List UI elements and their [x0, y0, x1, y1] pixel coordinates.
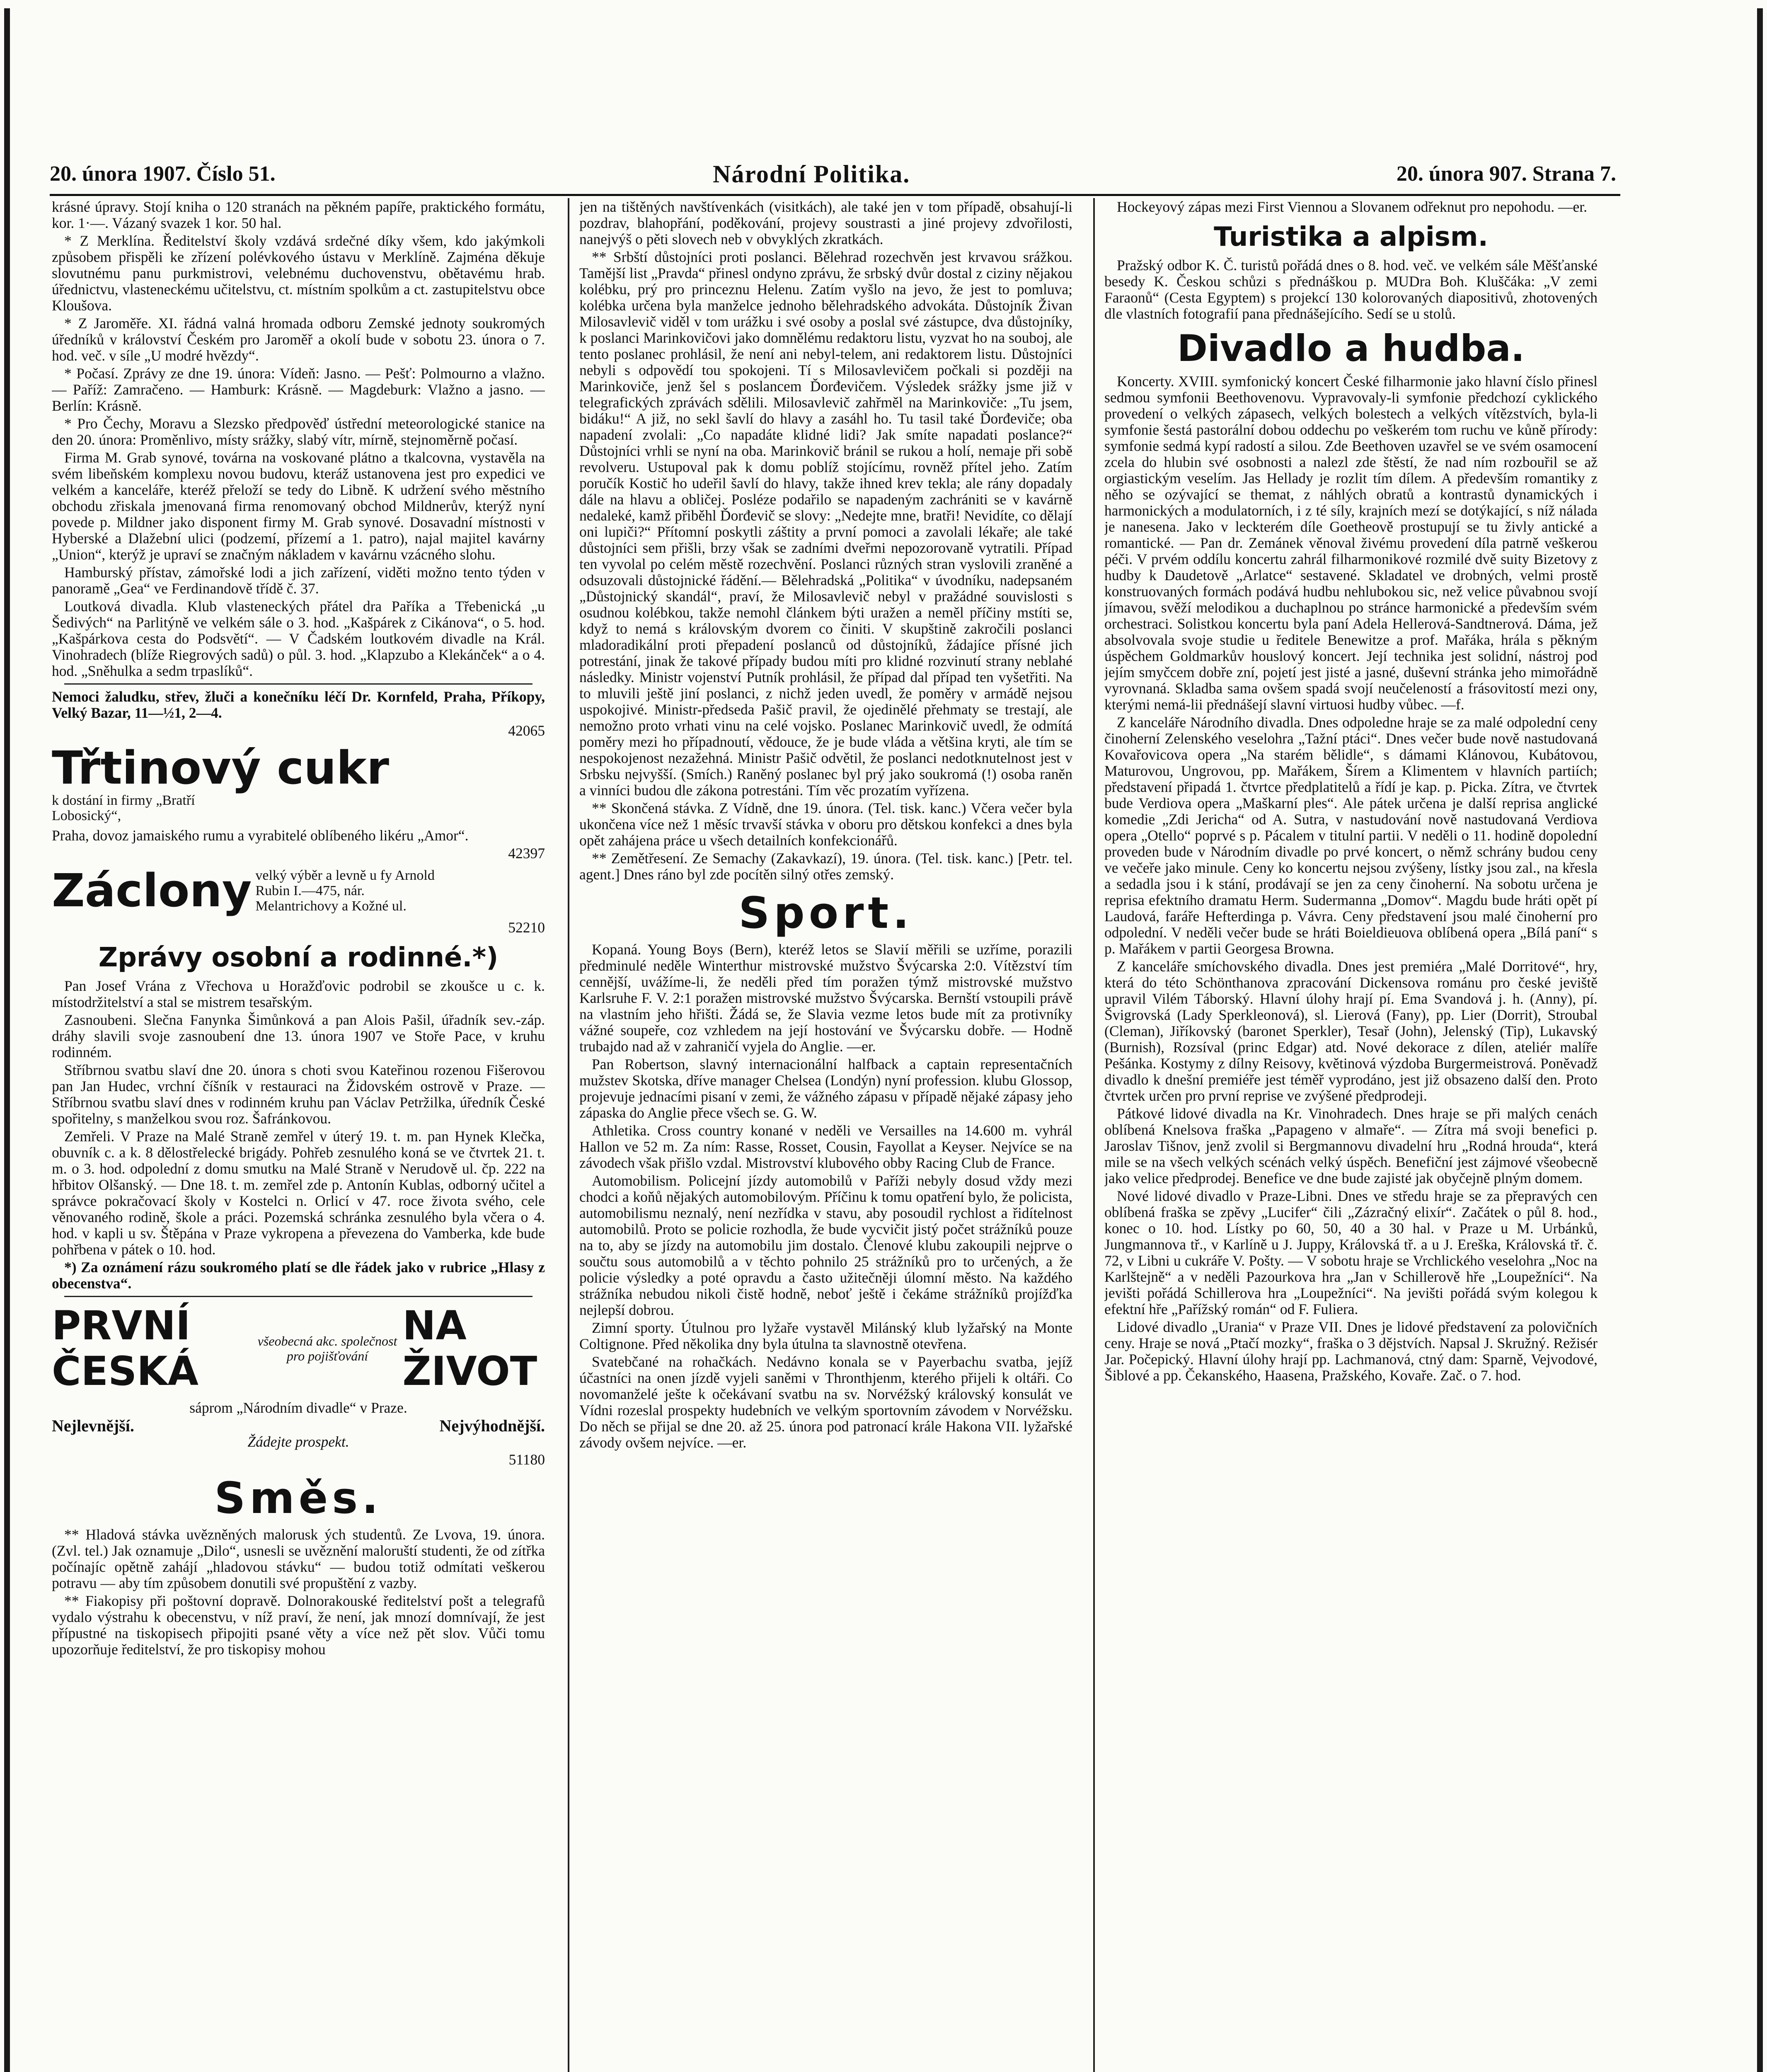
- advert-insurance-left: PRVNÍ ČESKÁ: [52, 1302, 198, 1394]
- article-text: Hamburský přístav, zámořské lodi a jich zařízení, viděti možno tento týden v panoramě „Gea“ ve Ferdinandově třídě č. 37.: [52, 564, 545, 597]
- article-text: jen na tištěných navštívenkách (visitkách), ale také jen v tom případě, obsahují-li pozdrav, blahopřání, poděkování, projevy soustrasti a jiné projevy zdvořilosti, nanejvýš o pěti slovech neb v obvyklých zkratkách.: [579, 199, 1072, 247]
- article-text: Koncerty. XVIII. symfonický koncert České filharmonie jako hlavní číslo přinesl sedmou symfonii Beethovenovu. Vypravovaly-li symfonie předchozí cyklického provedení o velkých zápasech, velkých bolestech a velkých vítězstvích, byla-li symfonie šestá pastorální dobou oddechu po veškerém tom ruchu ve kůně přírody: symfonie sedmá kypí radostí a silou. Zde Beethoven uzavřel se ve svém osamocení zcela do hlubin své osobnosti a nalezl zde štěstí, že nad ním rozbouřil se až orgiastickým veselím. Jas Hellady je rozlit tím dílem. A především romantiky z něho se ozývající se themat, z náhlých obratů a kontrastů dynamických i harmonických a modulatorních, i z té síly, krajních mezí se dotýkající, s níž nálada je nanesena. Jako v leckterém díle Goetheově prostupují se tu živly antické a romantické. — Pan dr. Zemánek věnoval živému provedení díla patrně veškerou péči. V prvém oddílu koncertu zahrál filharmonikové rozmilé dvě suity Bizetovy z hudby k Daudetově „Arlatce“ sestavené. Skladatel ve drobných, velmi prostě konstruovaných formách podává hudbu nehlubokou sic, než velice půvabnou svojí jímavou, svěží melodikou a duchaplnou po stránce harmonické a především svém orchestraci. Solistkou koncertu byla paní Adela Hellerová-Sandtnerová. Dáma, jež absolvovala svoje studie u ředitele Benewitze a prof. Mařáka, hrála s pěkným úspěchem Goldmarkův houslový koncert. Její technika jest solidní, nástroj pod jejím smyčcem dobře zní, pojetí jest jisté a jasné, duševní stránka jeho mimořádně vyrovnaná. Skladba sama ovšem spadá svojí neučeleností a frásovitostí mezi ony, kterými nemá-lii přednášejí slavní virtuosi hudby vůbec. —f.: [1104, 373, 1598, 713]
- advert-sugar-text: Praha, dovoz jamaiského rumu a vyrabitelé oblíbeného likéru „Amor“.: [52, 827, 469, 844]
- column-1: [52, 199, 545, 2072]
- article-text: Lidové divadlo „Urania“ v Praze VII. Dnes je lidové představení za polovičních ceny. Hraje se nová „Ptačí mozky“, fraška o 3 dějstvích. Napsal J. Skružný. Režisér Jar. Počepický. Hlavní úlohy hrají pp. Lachmanová, ctný dam: Sparně, Vejvodové, Šiblové a pp. Čekanského, Haasena, Pražského, Kovaře. Zač. o 7. hod.: [1104, 1319, 1598, 1384]
- advert-curtains: [52, 866, 545, 915]
- article-text: Pan Josef Vrána z Vřechova u Horažďovic podrobil se zkoušce u c. k. místodržitelství a stal se mistrem tesařským.: [52, 978, 545, 1010]
- advert-number: 42065: [508, 722, 545, 739]
- article-text: ** Srbští důstojníci proti poslanci. Bělehrad rozechvěn jest krvavou srážkou. Tamější list „Pravda“ přinesl ondyno zprávu, že srbský dvůr dostal z ciziny nějakou kolébku, prý pro princeznu Helenu. Zatím vyšlo na jevo, že jest to pomluva; kolébka určena byla manželce jednoho bělehradského advokáta. Důstojník Živan Milosavlevič viděl v tom urážku i své osoby a poslal své zástupce, dva důstojníky, k poslanci Marinkovičovi jako domnělému redaktoru listu, vyzvat ho na souboj, ale tento poslanec prohlásil, že není ani nebyl-telem, ani redaktorem listu. Důstojníci nebyli s odpovědí tou spokojeni. Tí s Milosavlevičem počkali si později na Marinkoviče, jenž šel s poslancem Ďorđevičem. Výsledek srážky jsme již v telegrafických zprávách sdělili. Milosavlevič zahřměl na Marinkoviče: „Tu jsem, bidáku!“ A již, no sekl šavlí do hlavy a zasáhl ho. Tu tasil také Ďorđeviče; oba napadení zvolali: „Co napadáte klidné lidi? Jak smíte napadati poslance?“ Důstojníci vrhli se nyní na oba. Marinkovič bránil se rukou a holí, nemaje při sobě revolveru. Ustupoval pak k domu poblíž stojícímu, rovněž přítel jeho. Zatím poručík Kostič ho udeřil šavlí do hlavy, takže ihned krev tekla; ale rány dopadaly dále na hlavu a obličej. Posléze podařilo se napadeným zachrániti se v kavárně nedaleké, kamž přiběhl Ďorđevič se slovy: „Nedejte mne, bratři! Nevidíte, co dělají oni lupiči?“ Přítomní poskytli záštity a první pomoci a zavolali lékaře; ale také důstojníci sem přišli, brzy však se zadními dveřmi nepozorovaně vytratili. Případ ten vyvolal po celém městě rozechvění. Poslanci různých stran vyslovili zraněné a odsuzovali důstojnické řádění.— Bělehradská „Politika“ v úvodníku, nadepsaném „Důstojnický skandál“, praví, že Milosavlevič nebyl v pražádné souvislosti s osudnou kolébkou, takže nemohl článkem býti uražen a neměl příčiny mstíti se, když to nemá s královským dvorem co činiti. V skupštině zakročili poslanci mladoradikální proti přepadení poslanců od důstojníků, žádajíce přísné jich potrestání, jinak že takové případy budou míti pro klidné rozvinutí strany neblahé následky. Ministr vojenství Putník prohlásil, že případ dal případ ten vyšetřiti. Na to mluvili ještě jiní poslanci, z nichž jeden uvedl, že poměry v armádě nejsou uspokojivé. Ministr-předseda Pašič pravil, že ojedinělé přehmaty se trestají, ale nemožno proto vrhati vinu na celé vojsko. Poslanec Marinkovič uvedl, že odmítá poměry mezi ho případnoutí, vědouce, že je bude vláda a většina kryti, ale tím se nespokojenost nezažehná. Ministr Pašič odvětil, že poslanci nedotknutelnost jest v Srbsku nejvyšší. (Smích.) Raněný poslanec byl prý jako soukromá (!) osoba raněn a vinníci budou dle zákona potrestáni. Tím věc prozatím vyřízena.: [579, 249, 1072, 799]
- advert-curtains-title: Záclony: [52, 864, 252, 917]
- article-text: ** Zemětřesení. Ze Semachy (Zakavkazí), 19. února. (Tel. tisk. kanc.) [Petr. tel. agent.] Dnes ráno byl zde pocítěn silný otřes zemský.: [579, 850, 1072, 883]
- divider: [64, 683, 533, 685]
- article-text: Pan Robertson, slavný internacionální halfback a captain representačních mužstev Skotska, dříve manager Chelsea (Londýn) nyní profession. klubu Glossop, projevuje jednacími pisaní v zemi, že vážného zápasu v případě nějaké zápasy jeho zápaska do Anglie přece všech se. G. W.: [579, 1056, 1072, 1121]
- article-text: * Pro Čechy, Moravu a Slezsko předpověď ústřední meteorologické stanice na den 20. února: Proměnlivo, místy srážky, slabý vítr, mírně, stejnoměrně počasí.: [52, 415, 545, 448]
- article-text: ** Hladová stávka uvězněných malorusk ých studentů. Ze Lvova, 19. února. (Zvl. tel.) Jak oznamuje „Dilo“, usnesli se uvěznění maloruští studenti, že od zítřka počínajíc opětně zahájí „hladovou stávku“ — budou totiž odmítati veškerou potravu — aby tím způsobem donutili své propuštění z vazby.: [52, 1526, 545, 1591]
- advert-sugar: [52, 743, 545, 823]
- advert-doctor: Nemoci žaludku, střev, žluči a konečníku léčí Dr. Kornfeld, Praha, Příkopy, Velký Bazar, 11—½1, 2—4.: [52, 688, 545, 721]
- column-divider: [1093, 198, 1095, 2072]
- article-text: Kopaná. Young Boys (Bern), kteréž letos se Slavií měřili se uzříme, porazili předminulé neděle Winterthur mistrovské mužstvo Švýcarska 2:0. Vítězství tím cennější, uvážíme-li, že neděli před tím poražen týmž mistrovské mužstvo Karlsruhe F. V. 2:1 poražen mistrovské mužstvo Švýcarska. Bernští vstoupili právě na vlastním jeho hřišti. Žádá se, že Slavia vezme letos bude mít za protivníky vážné soupeře, coz vzhledem na její hostování ve Švýcarsku dobře. — Hodně trubajdo nad až v zahraničí vyjela do Anglie. —er.: [579, 941, 1072, 1055]
- advert-insurance-address: sáprom „Národním divadle“ v Praze.: [189, 1399, 407, 1416]
- article-text: Z kanceláře Národního divadla. Dnes odpoledne hraje se za malé odpolední ceny činoherní Zelenského veselohra „Tažní ptáci“. Dnes večer bude nově nastudovaná Kovařovicova opera „Na starém bělidle“, s dámami Klánovou, Kubátovou, Maturovou, Ungrovou, pp. Mařákem, Šírem a Klimentem v hlavních partiích; představení připadá 1. čtvrtce předplatitelů a řídí je kap. p. Picka. Zítra, ve čtvrtek bude Verdiova opera „Maškarní ples“. Ale pátek určena je další reprisa anglické komedie „Zdi Jericha“ od A. Sutra, v nastudování nově nastudovaná Verdiova opera „Otello“ poprvé s p. Pácalem v titulní partii. V neděli o 11. hodině dopolední proveden bude v Národním divadle po prvé koncert, o němž schrány budou ceny ve večeře jako minule. Ceny ko koncertu nejsou zvýšeny, lístky jsou zal., na křesla a sedadla jsou i k stání, prodávají se jen za ceny činoherní. Na sobotu určena je reprisa efektního dramatu Herm. Sudermanna „Domov“. Magdu bude hráti opět pí Laudová, faráře Hefterdinga p. Vávra. Ceny představení jsou malé činoherní pro odpolední. V neděli večer bude se hráti Boieldieuova oblíbená opera „Bílá paní“ s p. Mařákem v partii Georgesa Browna.: [1104, 714, 1598, 957]
- section-heading-tourism: Turistika a alpism.: [1214, 222, 1488, 252]
- advert-number: 52210: [508, 919, 545, 936]
- advert-insurance-right: NA ŽIVOT: [402, 1302, 537, 1394]
- section-heading-miscellany: Směs.: [214, 1473, 382, 1523]
- page-header: [50, 162, 1616, 191]
- advert-insurance: [52, 1303, 545, 1394]
- article-text: Pražský odbor K. Č. turistů pořádá dnes o 8. hod. več. ve velkém sále Měšťanské besedy K. Českou schůzi s přednáškou p. MUDra Boh. Kluščáka: „V zemi Faraonů“ (Cesta Egyptem) s projekcí 130 kolorovaných diapositivů, zhotovených dle vlastních fotografií pana přednášejícího. Sedí se u stolů.: [1104, 257, 1598, 322]
- article-text: Automobilism. Policejní jízdy automobilů v Paříži nebyly dosud vždy mezi chodci a koňů nějakých automobilovým. Příčinu k tomu opatření bylo, že policista, automobilismu neznalý, není nezřídka v stavu, aby posoudil rychlost a řidítelnost automobilů. Proto se policie rozhodla, že bude vycvičit jistý počet strážníků pouze na to, aby se jízdy na automobilu jim dostalo. Členové klubu zakoupili nejprve o součtu sous automobilů a v těchto pohnilo 25 strážníků pro to určených, a že policie výsledky a poté opravdu a často užitečněji úlomní město. Na každého strážníka nebudou nikoli čistě hodně, neboť ještě i čekáme strážníků projížďka nejlepší dobrou.: [579, 1172, 1072, 1318]
- advert-sugar-title: Třtinový cukr: [52, 741, 389, 794]
- article-text: Zimní sporty. Útulnou pro lyžaře vystavěl Milánský klub lyžařský na Monte Coltignone. Před několika dny byla útulna ta slavnostně otevřena.: [579, 1319, 1072, 1352]
- article-text: Pátkové lidové divadla na Kr. Vinohradech. Dnes hraje se při malých cenách oblíbená Knelsova fraška „Papageno v almaře“. — Zítra má svoji benefici p. Jaroslav Tišnov, jenž zvolil si Bergmannovu divadelní hru „Rodná hrouda“, která mile se na všech velkých scénách velký úspěch. Benefiční jest zájmové všeobecně jako velice předprodej. Benefice ve dne bude zajisté jak obyčejně plným domem.: [1104, 1105, 1598, 1186]
- advert-sugar-firm: k dostání in firmy „Bratří Lobosický“,: [52, 793, 195, 823]
- advert-number: 51180: [508, 1451, 545, 1468]
- footnote: *) Za oznámení rázu soukromého platí se dle řádek jako v rubrice „Hlasy z obecenstva“.: [52, 1259, 545, 1292]
- divider: [64, 1296, 533, 1297]
- article-text: Zemřeli. V Praze na Malé Straně zemřel v úterý 19. t. m. pan Hynek Klečka, obuvník c. a k. 8 dělostřelecké brigády. Pohřeb zesnulého koná se ve čtvrtek 21. t. m. o 3. hod. odpolední z domu smutku na Malé Straně v Nerudově ul. čp. 222 na hřbitov Olšanský. — Dne 18. t. m. zemřel zde p. Antonín Kublas, odborný učitel a správce pokračovací školy v Kostelci n. Orlicí v 47. roce života svého, cele věnovaného rodině, škole a práci. Pozemská schránka zesnulého byla včera o 4. hod. v kapli u sv. Štěpána v Praze vykropena a převezena do Vamberka, kde bude pohřbena v pátek o 10. hod.: [52, 1128, 545, 1258]
- article-text: Stříbrnou svatbu slaví dne 20. února s choti svou Kateřinou rozenou Fišerovou pan Jan Hudec, vrchní číšník v restauraci na Židovském ostrově v Praze. — Stříbrnou svatbu slaví dnes v rodinném kruhu pan Václav Petržilka, úředník České spořitelny, s manželkou svou roz. Šafránkovou.: [52, 1062, 545, 1127]
- masthead-title: Národní Politika.: [713, 160, 910, 188]
- header-date-page: 20. února 907. Strana 7.: [1396, 162, 1616, 186]
- article-text: krásné úpravy. Stojí kniha o 120 stranách na pěkném papíře, praktického formátu, kor. 1·—. Vázaný svazek 1 kor. 50 hal.: [52, 199, 545, 231]
- header-date-issue: 20. února 1907. Číslo 51.: [50, 162, 276, 186]
- article-text: Athletika. Cross country konané v neděli ve Versailles na 14.600 m. vyhrál Hallon ve 52 m. Za ním: Rasse, Rosset, Cousin, Fayollat a Keyser. Nejvíce se na závodech však přišlo vzdal. Mistrovství klubového obby Racing Club de France.: [579, 1122, 1072, 1171]
- article-text: ** Fiakopisy při poštovní dopravě. Dolnorakouské ředitelství pošt a telegrafů vydalo výstrahu k obecenstvu, v níž praví, že není, jak mnozí domnívají, že jest přípustné na tiskopisech připojiti psané věty a více než pět slov. Vůči tomu upozorňuje ředitelství, že pro tiskopisy mohou: [52, 1593, 545, 1658]
- advert-slogan: Žádejte prospekt.: [247, 1433, 349, 1450]
- advert-slogan: Nejlevnější.: [52, 1416, 134, 1435]
- article-text: * Počasí. Zprávy ze dne 19. února: Vídeň: Jasno. — Pešť: Polmourno a vlažno. — Paříž: Zamračeno. — Hamburk: Krásně. — Magdeburk: Vlažno a jasno. — Berlín: Krásně.: [52, 365, 545, 414]
- article-text: ** Skončená stávka. Z Vídně, dne 19. února. (Tel. tisk. kanc.) Včera večer byla ukončena více než 1 měsíc trvavší stávka v oboru pro dětskou konfekci a dnes byla opět zahájena práce u všech detailních konfekcionářů.: [579, 800, 1072, 849]
- section-heading-theatre: Divadlo a hudba.: [1177, 327, 1525, 370]
- article-text: Loutková divadla. Klub vlasteneckých přátel dra Paříka a Třebenická „u Šedivých“ na Parlitýně ve velkém sále o 3. hod. „Kašpárek z Cikánova“, o 5. hod. „Kašpárkova cesta do Podsvětí“. — V Čadském loutkovém divadle na Král. Vinohradech (blíže Riegrových sadů) o půl. 3. hod. „Klapzubo a Klekánček“ a o 4. hod. „Sněhulka a sedm trpaslíků“.: [52, 598, 545, 679]
- column-divider: [568, 198, 569, 2072]
- article-text: Hockeyový zápas mezi First Viennou a Slovanem odřeknut pro nepohodu. —er.: [1117, 199, 1587, 215]
- article-text: Zasnoubeni. Slečna Fanynka Šimůnková a pan Alois Pašil, úřadník sev.-záp. dráhy slavili svoje zasnoubení dne 13. února 1907 ve Stoře Pace, v kruhu rodinném.: [52, 1012, 545, 1060]
- article-text: * Z Merklína. Ředitelství školy vzdává srdečné díky všem, kdo jakýmkoli způsobem přispěli ke zřízení polévkového ústavu v Merklíně. Zajména děkuje slovutnému panu purkmistrovi, velebnému duchovenstvu, obětavému hrab. úřednictvu, vlasteneckému učitelstvu, ct. místním spolkům a ct. zastupitelstvu obce Kloušova.: [52, 232, 545, 314]
- advert-insurance-slogans: [52, 1418, 545, 1434]
- advert-number: 42397: [508, 845, 545, 862]
- column-2: [579, 199, 1072, 2072]
- advert-slogan: Nejvýhodnější.: [439, 1416, 545, 1435]
- column-3: [1104, 199, 1598, 2072]
- article-text: * Z Jaroměře. XI. řádná valná hromada odboru Zemské jednoty soukromých úředníků v království Českém pro Jaroměř a okolí bude v sobotu 23. února o 7. hod. več. v síle „U modré hvězdy“.: [52, 315, 545, 364]
- article-text: Svatebčané na rohačkách. Nedávno konala se v Payerbachu svatba, jejíž účastníci na onen jízdě vyjeli saněmi v Thronthjenm, kterého přijeli k oltáři. Co novomanželé ješte k očekávaní svatbu na sv. Norvéžský královský konsulát ve Vídni rozeslal prospekty hudebních ve velkým sportovním závodem v Norvéžsku. Do něch se přijal se dne 20. až 25. února pod patronací krále Hakona VII. lyžařské závody ovšem nejvíce. —er.: [579, 1353, 1072, 1451]
- advert-curtains-text: velký výběr a levně u fy Arnold Rubin I.—475, nár. Melantrichovy a Kožné ul.: [255, 867, 435, 914]
- advert-insurance-mid: všeobecná akc. společnost pro pojišťování: [257, 1334, 397, 1363]
- article-text: Z kanceláře smíchovského divadla. Dnes jest premiéra „Malé Dorritové“, hry, která do této Schönthanova zpracování Dickensova románu pro české jeviště upravil Vilém Táborský. Hlavní úlohy hrají pí. Ema Svandová j. h. (Anny), pí. Švigrovská (Lady Sperkleonová), sl. Lierová (Fany), pp. Lier (Dorrit), Stroubal (Cleman), Jiříkovský (baronet Sperkler), Tesař (John), Jelenský (Tip), Lukavský (Burnish), Rozsíval (princ Edgar) atd. Nové dekorace z dílen, ateliér malíře Pešánka. Kostymy z dílny Reisovy, květinová výzdoba Burgermeistrová. Poněvadž divadlo k dnešní premiéře jest téměř vyprodáno, jest již obsazeno další den. Proto čtvrtek určen pro první reprise ve zvýšené předprodeji.: [1104, 958, 1598, 1104]
- header-rule: [50, 194, 1620, 196]
- article-text: Nové lidové divadlo v Praze-Libni. Dnes ve středu hraje se za přepravých cen oblíbená fraška se zpěvy „Lucifer“ čili „Zázračný elixír“. Začátek o půl 8. hod., konec o 10. hod. Lístky po 60, 50, 40 a 30 hal. v Praze u M. Urbánků, Jungmannova tř., v Karlíně u J. Juppy, Královská tř. a u J. Ereška, Královská tř. č. 72, v Libni u cukráře V. Pošty. — V sobotu hraje se Vrchlického veselohra „Noc na Karlštejně“ a v neděli Pazourkova hra „Jan v Schillerově hře „Loupežníci“. Na jevišti pořádá Schillerova hra „Loupežníci“. Na jevišti pořádá svým kolegou k efektní hře „Pařížský román“ od F. Fuliera.: [1104, 1188, 1598, 1317]
- article-text: Firma M. Grab synové, továrna na voskované plátno a tkalcovna, vystavěla na svém libeňském komplexu novou budovu, kteráž ustanovena jest pro expedici ve velkém a kanceláře, kteréž přeloží se tedy do Libně. K udržení svého městního obchodu zřiskala jmenovaná firma renomovaný obchod Mildnerův, kterýž nyní povede p. Mildner jako disponent firmy M. Grab synové. Dosavadní místnosti v Hyberské a Dlažební ulici (podzemí, přízemí a 1. patro), najal majitel kavárny „Union“, kterýž je upraví se značným nákladem v kavárnu vzácného slohu.: [52, 449, 545, 563]
- section-heading-sport: Sport.: [738, 888, 913, 938]
- section-heading-personal: Zprávy osobní a rodinné.*): [98, 942, 499, 973]
